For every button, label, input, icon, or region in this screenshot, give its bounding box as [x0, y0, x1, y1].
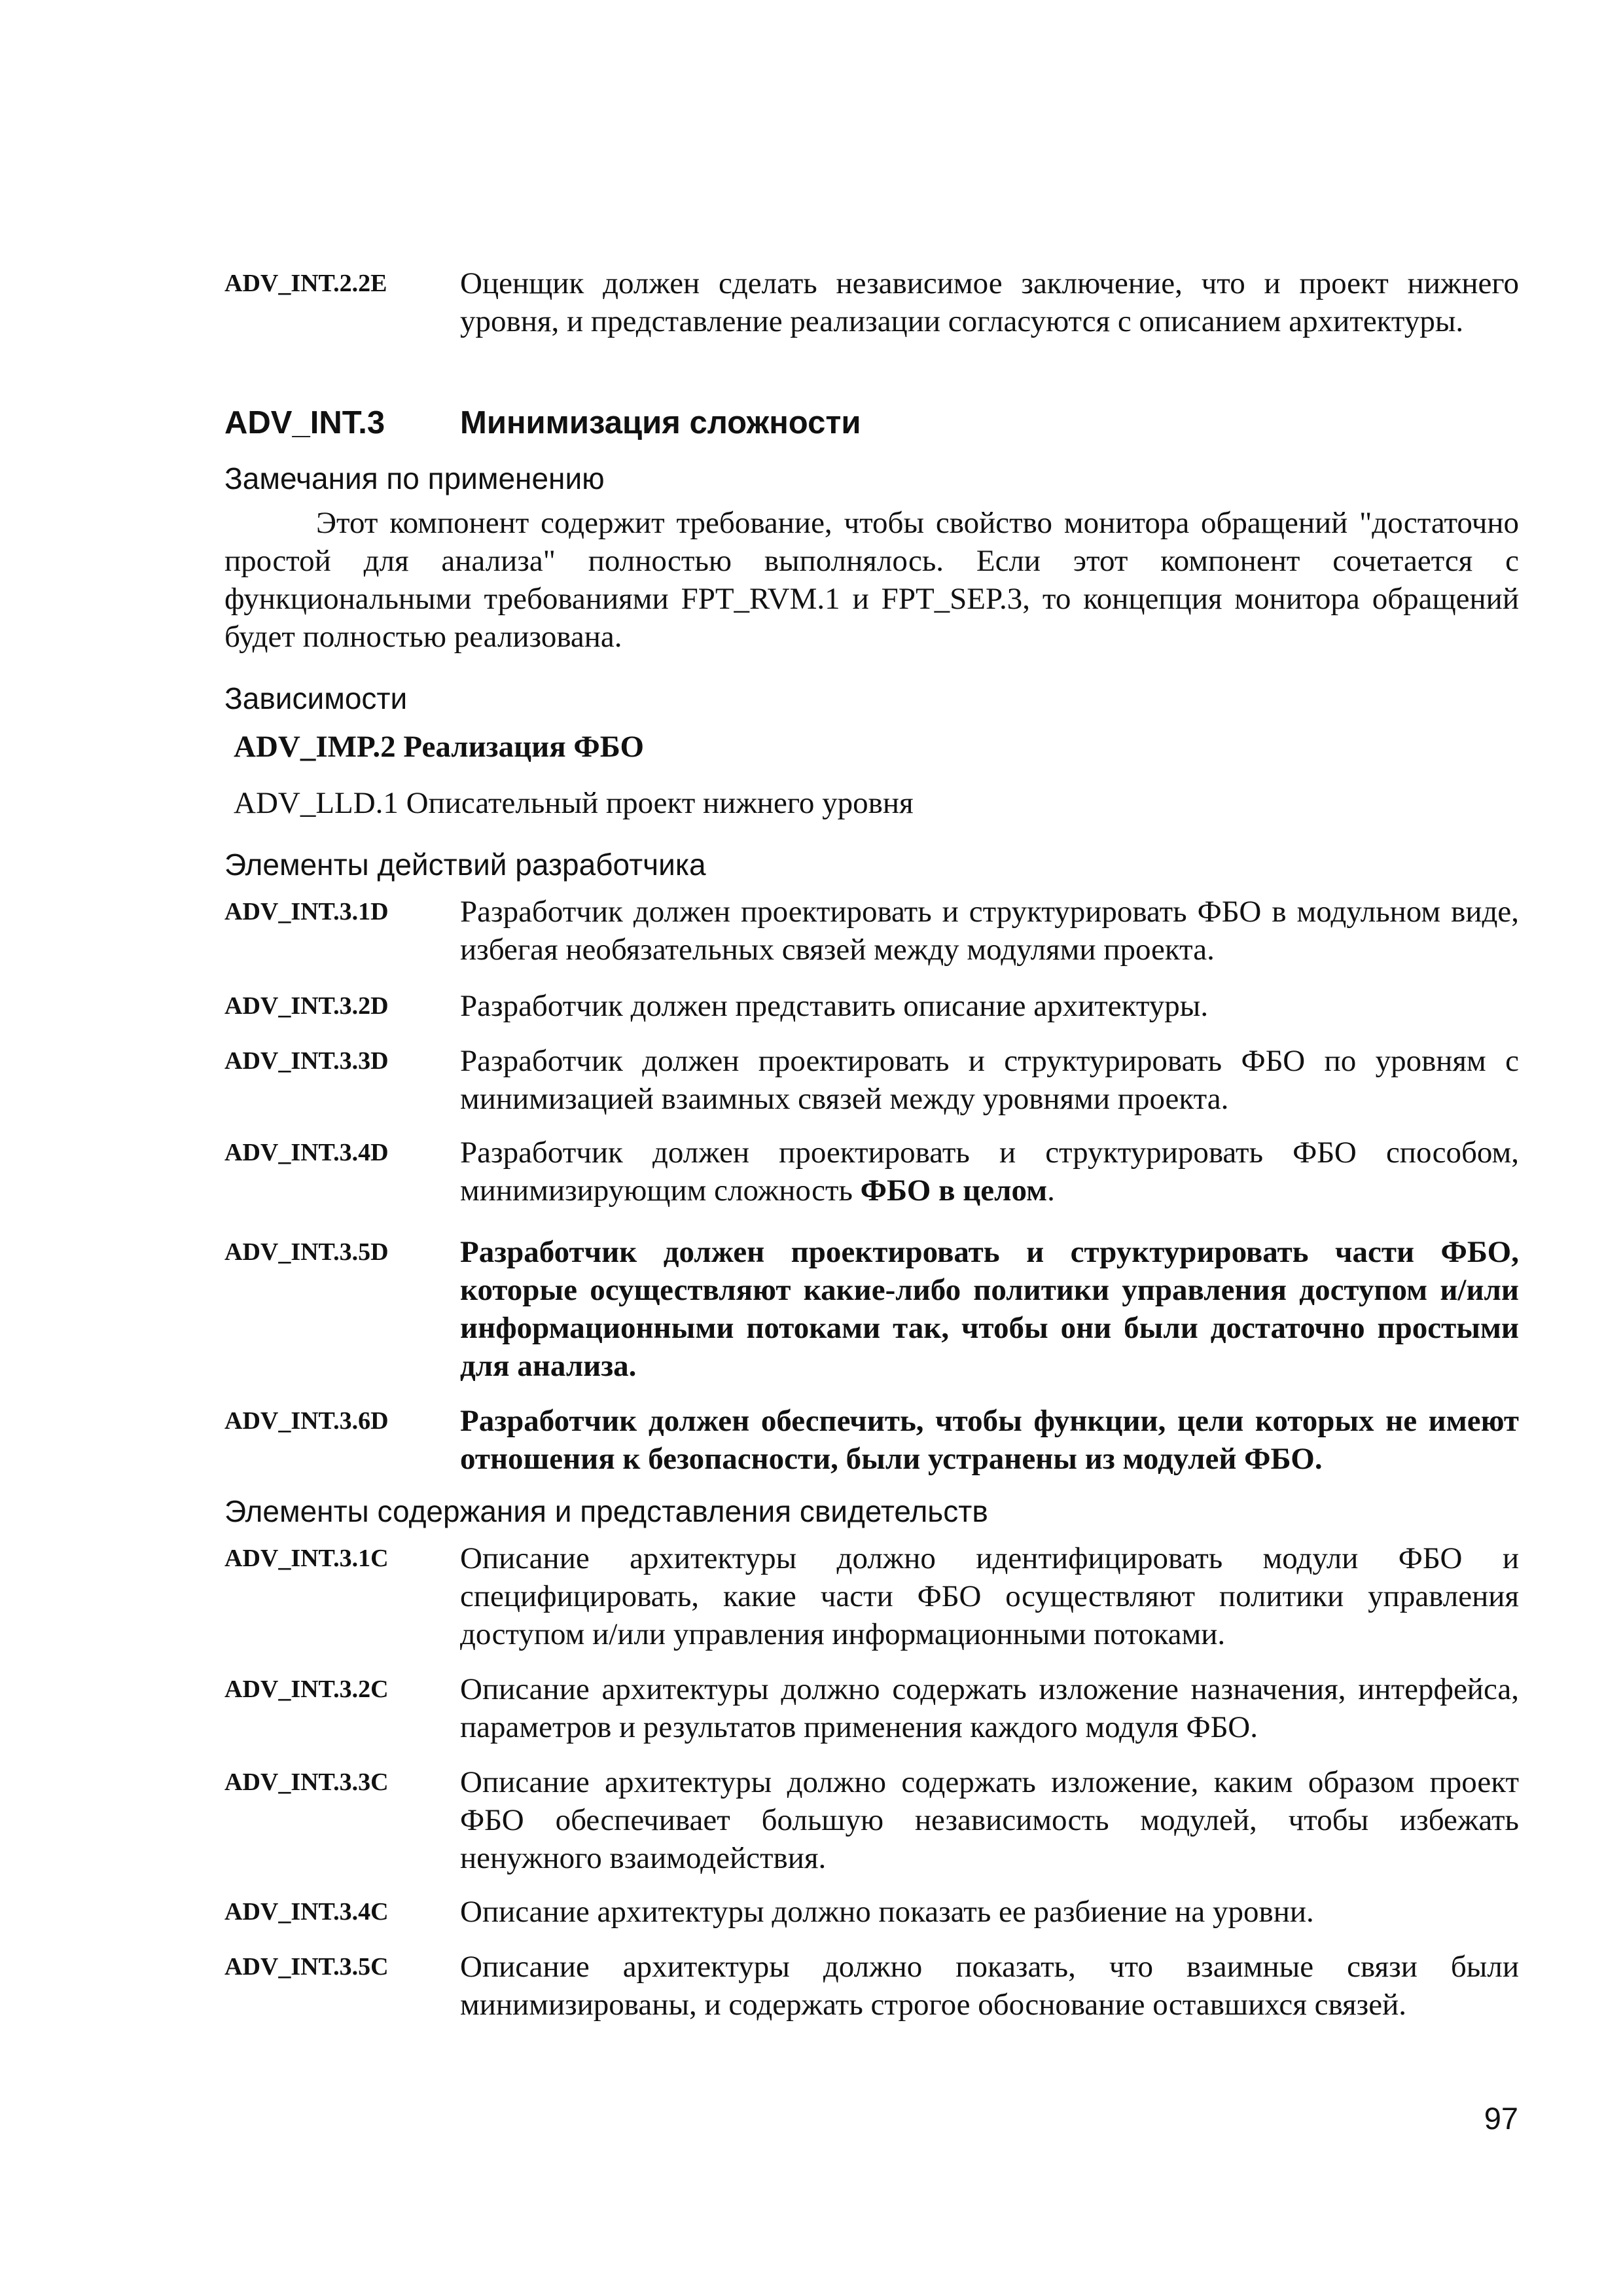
section-code: ADV_INT.3: [224, 405, 385, 440]
element-text: Описание архитектуры должно содержать изложение, каким образом проект ФБО обеспечивает большую независимость модулей, чтобы избежать ненужного взаимодействия.: [460, 1765, 1519, 1875]
element-text: Разработчик должен проектировать и структурировать ФБО по уровням с минимизацией взаимных связей между уровнями проекта.: [460, 1044, 1519, 1116]
section-title: Минимизация сложности: [460, 405, 861, 440]
element-code: ADV_INT.3.1C: [224, 1545, 389, 1572]
element-text: Описание архитектуры должно показать ее разбиение на уровни.: [460, 1895, 1314, 1929]
application-notes-text: Этот компонент содержит требование, чтобы свойство монитора обращений "достаточно простой для анализа" полностью выполнялось. Если этот компонент сочетается с функциональными требованиями FPT_RVM.1 и FPT_SEP.3, то концепция монитора обращений будет полностью реализована.: [224, 506, 1519, 654]
page-number: 97: [1484, 2101, 1518, 2136]
element-text: Оценщик должен сделать независимое заключение, что и проект нижнего уровня, и представление реализации согласуются с описанием архитектуры.: [460, 266, 1519, 338]
element-text: Описание архитектуры должно идентифицировать модули ФБО и специфицировать, какие части ФБО осуществляют политики управления доступом и/или управления информационными потоками.: [460, 1541, 1519, 1651]
dependency-item: ADV_LLD.1 Описательный проект нижнего уровня: [234, 786, 914, 820]
element-text-emphasis: ФБО в целом: [860, 1174, 1048, 1208]
content-elements-heading: Элементы содержания и представления свидетельств: [224, 1494, 988, 1528]
element-code: ADV_INT.3.4D: [224, 1139, 389, 1166]
dependencies-heading: Зависимости: [224, 681, 408, 715]
element-text-tail: .: [1047, 1174, 1055, 1208]
element-text: Разработчик должен проектировать и структурировать ФБО в модульном виде, избегая необязательных связей между модулями проекта.: [460, 895, 1519, 967]
dependency-item: ADV_IMP.2 Реализация ФБО: [234, 730, 645, 764]
element-text: Разработчик должен обеспечить, чтобы функции, цели которых не имеют отношения к безопасности, были устранены из модулей ФБО.: [460, 1404, 1519, 1476]
element-text: Разработчик должен представить описание архитектуры.: [460, 989, 1209, 1023]
element-code: ADV_INT.3.3C: [224, 1768, 389, 1796]
element-text: [460, 1134, 1519, 1210]
element-code: ADV_INT.3.6D: [224, 1407, 389, 1435]
element-code: ADV_INT.3.2D: [224, 992, 389, 1020]
element-code: ADV_INT.3.2C: [224, 1676, 389, 1703]
element-code: ADV_INT.3.3D: [224, 1047, 389, 1075]
element-code: ADV_INT.3.5D: [224, 1238, 389, 1266]
developer-elements-heading: Элементы действий разработчика: [224, 848, 706, 882]
element-code: ADV_INT.3.4C: [224, 1898, 389, 1926]
element-text: Описание архитектуры должно содержать изложение назначения, интерфейса, параметров и результатов применения каждого модуля ФБО.: [460, 1672, 1519, 1744]
element-text: Описание архитектуры должно показать, что взаимные связи были минимизированы, и содержать строгое обоснование оставшихся связей.: [460, 1950, 1519, 2022]
element-text: Разработчик должен проектировать и структурировать части ФБО, которые осуществляют какие-либо политики управления доступом и/или информационными потоками так, чтобы они были достаточно простыми для анализа.: [460, 1235, 1519, 1383]
element-text-plain: Разработчик должен проектировать и структурировать ФБО способом, минимизирующим сложность: [460, 1136, 1519, 1208]
element-code: ADV_INT.3.1D: [224, 898, 389, 925]
application-notes-heading: Замечания по применению: [224, 461, 605, 495]
element-code: ADV_INT.3.5C: [224, 1953, 389, 1981]
element-code: ADV_INT.2.2E: [224, 270, 387, 297]
